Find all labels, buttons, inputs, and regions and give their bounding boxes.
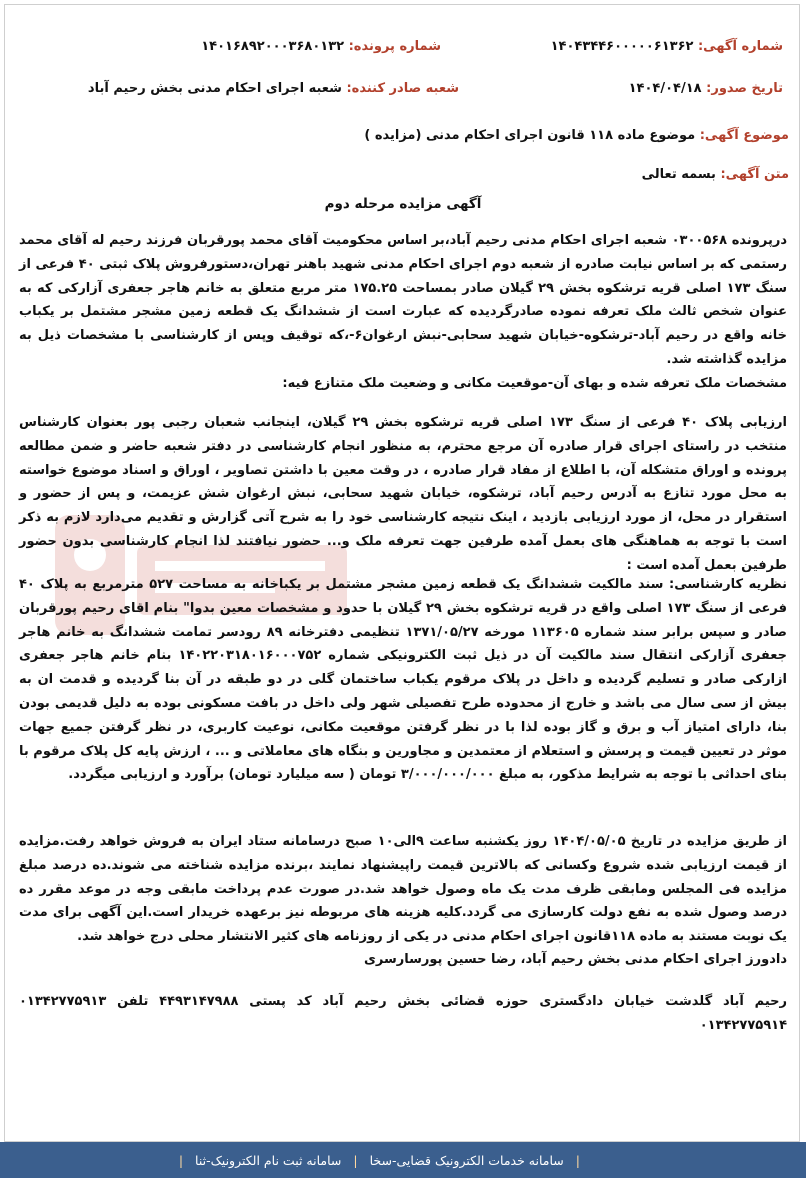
case-number-row bbox=[201, 39, 441, 54]
subject-label: موضوع آگهی: bbox=[699, 128, 789, 143]
issue-date-label: تاریخ صدور: bbox=[706, 81, 783, 96]
issuer-label: شعبه صادر کننده: bbox=[346, 81, 459, 96]
footer-link-sakha[interactable]: سامانه خدمات الکترونیک قضایی-سخا bbox=[369, 1152, 564, 1168]
notice-title: آگهی مزایده مرحله دوم bbox=[324, 196, 482, 212]
paragraph-appraisal: ارزیابی پلاک ۴۰ فرعی از سنگ ۱۷۳ اصلی قریه ترشکوه بخش ۲۹ گیلان، اینجانب شعبان رجبی پور بعنوان کارشناس منتخب در راستای اجرای قرار صادره آن مرجع محترم، به منظور انجام کارشناسی در دفتر شعبه حاضر و ضمن مطالعه پرونده و اوراق متشکله آن، با اطلاع از مفاد قرار صادره ، در وقت معین با داشتن تصاویر ، اوراق و اسناد موضوع خواسته به محل مورد تنازع به آدرس رحیم آباد، ترشکوه، خیابان شهید سحابی، نبش ارغوان شش عزیمت، و پس از حضور و استقرار در محل، از مورد ارزیابی بازدید ، اینک نتیجه کارشناسی خود را به شرح آتی گزارش و تقدیم می‌دارد لازم به ذکر است با توجه به هماهنگی های بعمل آمده طرفین جهت تعرفه ملک و... حضور نیافتند لذا انجام کارشناسی بدون حضور طرفین بعمل آمده است : bbox=[19, 415, 787, 573]
subject: موضوع ماده ۱۱۸ قانون اجرای احکام مدنی (مزایده ) bbox=[364, 128, 696, 143]
notice-document bbox=[4, 4, 800, 1142]
footer-separator: | bbox=[353, 1152, 358, 1168]
issue-date-row bbox=[629, 81, 783, 96]
footer-separator: | bbox=[575, 1152, 580, 1168]
footer-bar bbox=[0, 1142, 806, 1178]
text-row bbox=[642, 167, 789, 182]
court-address: رحیم آباد گلدشت خیابان دادگستری حوزه قضائی بخش رحیم آباد کد پستی ۴۴۹۳۱۴۷۹۸۸ تلفن ۰۱۳۴۲۷۷۵۹۱۳ ۰۱۳۴۲۷۷۵۹۱۴ bbox=[19, 994, 788, 1033]
footer-link-sana[interactable]: سامانه ثبت نام الکترونیک-ثنا bbox=[195, 1152, 342, 1168]
signature: دادورز اجرای احکام مدنی بخش رحیم آباد، رضا حسین پورسارسری bbox=[363, 952, 787, 967]
paragraph-auction-terms: از طریق مزایده در تاریخ ۱۴۰۴/۰۵/۰۵ روز یکشنبه ساعت ۹الی۱۰ صبح درسامانه ستاد ایران به فروش خواهد رفت.مزایده از قیمت ارزیابی شده شروع وکسانی که بالاترین قیمت راپیشنهاد نمایند ،برنده مزایده شناخته می شوند.ده درصد مبلغ مزایده فی المجلس ومابقی ظرف مدت یک ماه وصول خواهد شد.در صورت عدم پرداخت مابقی وجه در موعد مقرر ده درصد وصول شده به نفع دولت کارسازی می گردد.کلیه هزینه های مربوطه نیز برعهده خریدار است.این آگهی برای مدت یک نوبت مستند به ماده ۱۱۸قانون اجرای احکام مدنی در یکی از روزنامه های کثیر الانتشار محلی درج خواهد شد. bbox=[19, 834, 787, 945]
case-number: ۱۴۰۱۶۸۹۲۰۰۰۳۶۸۰۱۳۲ bbox=[201, 39, 345, 54]
text-intro: بسمه تعالی bbox=[641, 167, 716, 182]
footer-separator: | bbox=[178, 1152, 184, 1168]
issuer-row bbox=[88, 81, 459, 96]
paragraph-expert-opinion: نظریه کارشناسی: سند مالکیت ششدانگ یک قطعه زمین مشجر مشتمل بر یکباخانه به مساحت ۵۲۷ مترمربع به پلاک ۴۰ فرعی از سنگ ۱۷۳ اصلی واقع در قریه ترشکوه بخش ۲۹ گیلان با حدود و مشخصات معین بدوا" بنام اقای رحیم پورقربان صادر و سپس برابر سند شماره ۱۱۳۶۰۵ مورخه ۱۳۷۱/۰۵/۲۷ تنظیمی دفترخانه ۸۹ رودسر تمامت ششدانگ به خانم هاجر جعفری آزارکی انتقال سند مالکیت آن در ذیل ثبت الکترونیکی شماره ۱۴۰۲۲۰۳۱۸۰۱۶۰۰۰۷۵۲ بنام خانم هاجر جعفری ازارکی صادر و تسلیم گردیده و داخل در پلاک مرقوم یکباب ساختمان گلی در دو طبقه در آن بنا گردیده و قدمت ان به بیش از سی سال می باشد و خارج از محدوده طرح تفصیلی شهر ولی داخل در بافت مسکونی بوده به دلیل قدیمی بودن بنا، دارای امتیاز آب و برق و گاز بوده لذا با در نظر گرفتن موقعیت مکانی، نوعیت کاربری، در نظر گرفتن جمیع جهات موثر در تعیین قیمت و پرسش و استعلام از معتمدین و مجاورین و بنگاه های معاملاتی و ... ، ارزش پایه کل پلاک مرقوم با بنای احداثی با توجه به شرایط مذکور، به مبلغ ۳/۰۰۰/۰۰۰/۰۰۰ تومان ( سه میلیارد تومان) برآورد و ارزیابی میگردد. bbox=[19, 577, 788, 783]
case-number-label: شماره پرونده: bbox=[348, 39, 441, 54]
paragraph-case: درپرونده ۰۳۰۰۵۶۸ شعبه اجرای احکام مدنی رحیم آباد،بر اساس محکومیت آقای محمد پورقربان فرزند رحیم له آقای محمد رستمی که بر اساس نیابت صادره از شعبه دوم اجرای احکام مدنی شهید باهنر تهران،دستورفروش پلاک ثبتی ۴۰ فرعی از سنگ ۱۷۳ اصلی قریه ترشکوه بخش ۲۹ گیلان صادر بمساحت ۱۷۵.۲۵ متر مربع متعلق به خانم هاجر جعفری آزارکی که به عنوان شخص ثالث ملک تعرفه نموده صادرگردیده که عبارت است از ششدانگ یک قطعه زمین مشجر مشتمل بر یکباب خانه واقع در رحیم آباد-ترشکوه-خیابان شهید سحابی-نبش ارغوان۶-،که توقیف وپس از کارشناسی با مشخصات ذیل به مزایده گذاشته شد. bbox=[19, 233, 788, 367]
notice-number-row bbox=[551, 39, 783, 54]
notice-number: ۱۴۰۴۳۴۴۶۰۰۰۰۰۶۱۳۶۲ bbox=[550, 39, 694, 54]
text-label: متن آگهی: bbox=[720, 167, 789, 182]
issuer: شعبه اجرای احکام مدنی بخش رحیم آباد bbox=[87, 81, 342, 96]
issue-date: ۱۴۰۴/۰۴/۱۸ bbox=[628, 81, 702, 96]
paragraph-property-spec: مشخصات ملک تعرفه شده و بهای آن-موقعیت مکانی و وضعیت ملک متنازع فیه: bbox=[282, 376, 787, 391]
subject-row bbox=[364, 128, 789, 143]
notice-number-label: شماره آگهی: bbox=[697, 39, 783, 54]
